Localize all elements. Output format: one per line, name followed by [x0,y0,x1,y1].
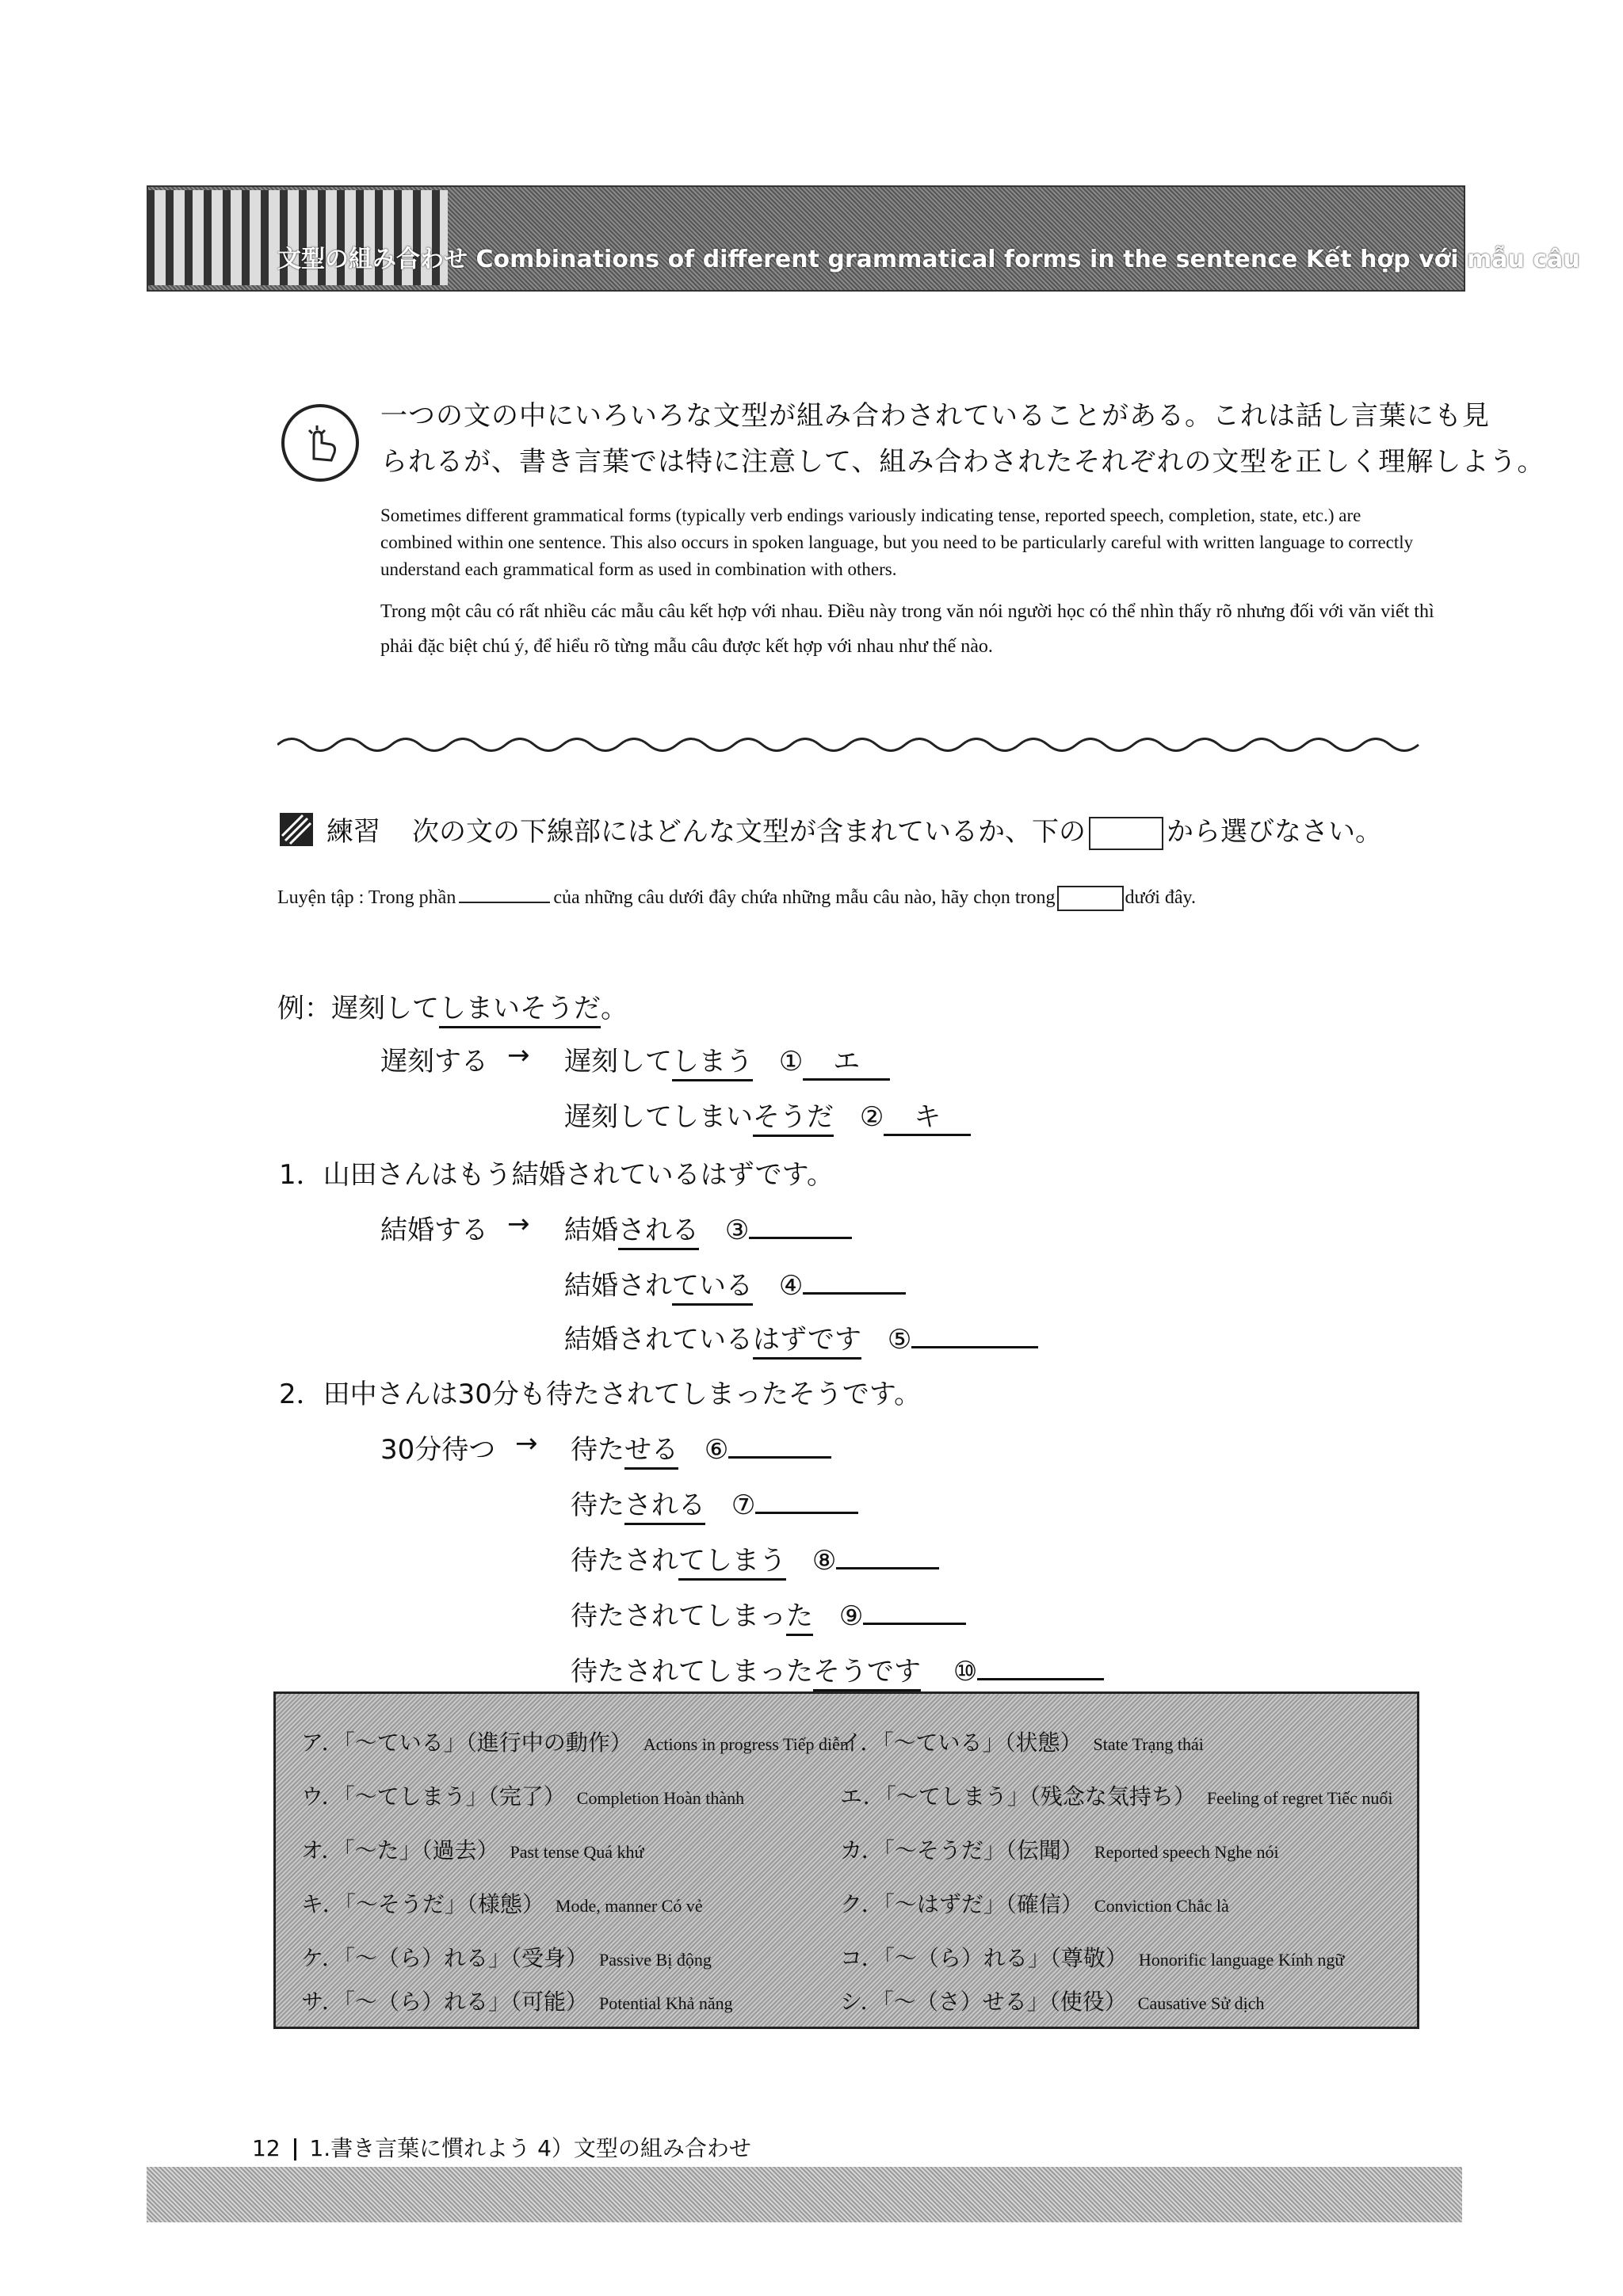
choice-u: ウ．「～てしまう」（完了） Completion Hoàn thành [301,1783,745,1810]
pointing-hand-icon [281,404,359,482]
example-base-form: 遅刻する [380,1046,488,1077]
vi-part-b: của những câu dưới đây chứa những mẫu câu nào, hãy chọn trong [553,887,1056,908]
q1-form-3: 結婚されているはずです ⑤ [564,1318,1038,1356]
footer-divider [294,2138,296,2161]
q2-form-5: 待たされてしまったそうです ⑩ [571,1650,1104,1688]
q1-form-1: 結婚される ③ [564,1208,852,1247]
page-number: 12 [252,2135,281,2161]
practice-icon [279,812,314,847]
choice-sa: サ．「～（ら）れる」（可能） Potential Khả năng [301,1989,733,2015]
wavy-divider [277,729,1426,761]
intro-jp-line-1: 一つの文の中にいろいろな文型が組み合わされていることがある。これは話し言葉にも見 [380,400,1490,432]
answer-blank-8[interactable] [836,1567,939,1569]
blank-box [1089,817,1163,850]
footer [252,2131,751,2163]
vi-blank-line [459,886,550,903]
choice-ka: カ．「～そうだ」（伝聞） Reported speech Nghe nói [840,1837,1279,1863]
answer-blank-3[interactable] [749,1237,852,1239]
instruction-part-b: から選びなさい。 [1167,816,1382,848]
answer-blank-6[interactable] [728,1456,831,1459]
choice-ki: キ．「～そうだ」（様態） Mode, manner Có vẻ [301,1891,703,1917]
q2-form-4: 待たされてしまった ⑨ [571,1594,966,1633]
q1-form-2: 結婚されている ④ [564,1264,906,1302]
choice-e: エ．「～てしまう」（残念な気持ち） Feeling of regret Tiếc nuối [840,1783,1393,1810]
arrow: → [507,1208,530,1240]
answer-1: エ [803,1039,890,1081]
answer-blank-9[interactable] [863,1623,966,1625]
intro-vi-text: Trong một câu có rất nhiều các mẫu câu kết hợp với nhau. Điều này trong văn nói người học có thể nhìn thấy rõ nhưng đối với văn viết thì phải đặc biệt chú ý, để hiểu rõ từng mẫu câu được kết hợp với nhau như thế nào. [380,601,1434,657]
question-2-sentence: 2．田中さんは30分も待たされてしまったそうです。 [279,1379,922,1410]
q2-form-3: 待たされてしまう ⑧ [571,1539,939,1577]
footer-chapter: 1.書き言葉に慣れよう 4）文型の組み合わせ [309,2135,751,2161]
example-sentence: 例：遅刻してしまいそうだ。 [277,986,628,1025]
q2-form-1: 待たせる ⑥ [571,1428,831,1466]
answer-blank-7[interactable] [755,1512,858,1514]
choice-shi: シ．「～（さ）せる」（使役） Causative Sử dịch [840,1989,1265,2015]
choice-ko: コ．「～（ら）れる」（尊敬） Honorific language Kính ngữ [840,1945,1345,1971]
example-form-2: 遅刻してしまいそうだ ② キ [564,1095,971,1136]
vi-blank-box [1057,886,1124,911]
example-form-1: 遅刻してしまう ① エ [564,1039,890,1081]
answer-blank-4[interactable] [803,1292,906,1295]
practice-instruction [412,810,1382,850]
question-1-sentence: 1．山田さんはもう結婚されているはずです。 [279,1159,834,1191]
q2-base-form: 30分待つ [380,1434,496,1466]
intro-en-text: Sometimes different grammatical forms (typically verb endings variously indicating tense, reported speech, completion, state, etc.) are combined within one sentence. This also occurs in spoken language, but you need to be particularly careful with written language to correctly understand each grammatical form as used in combination with others. [380,505,1414,579]
choice-o: オ．「～た」（過去） Past tense Quá khứ [301,1837,644,1863]
section-title: 文型の組み合わせ Combinations of different grammatical forms in the sentence Kết hợp với mẫu câu [277,246,1580,273]
intro-jp-line-2: られるが、書き言葉では特に注意して、組み合わされたそれぞれの文型を正しく理解しよう。 [380,446,1545,478]
choice-ku: ク．「～はずだ」（確信） Conviction Chắc là [840,1891,1229,1917]
practice-label: 練習 [327,816,380,848]
choice-a: ア．「～ている」（進行中の動作） Actions in progress Tiếp diễn [301,1730,849,1756]
vi-part-a: Luyện tập : Trong phần [277,887,456,908]
instruction-part-a: 次の文の下線部にはどんな文型が含まれているか、下の [412,816,1086,848]
q2-form-2: 待たされる ⑦ [571,1483,858,1522]
answer-2: キ [884,1095,971,1136]
choice-ke: ケ．「～（ら）れる」（受身） Passive Bị động [301,1945,712,1971]
footer-bar [147,2167,1462,2222]
arrow: → [507,1039,530,1071]
q1-base-form: 結婚する [380,1215,488,1246]
answer-blank-10[interactable] [977,1678,1104,1680]
choice-i: イ．「～ている」（状態） State Trạng thái [840,1730,1204,1756]
vi-part-c: dưới đây. [1125,887,1196,908]
answer-blank-5[interactable] [911,1346,1038,1348]
arrow: → [515,1428,538,1459]
practice-instruction-vi [277,886,1196,911]
